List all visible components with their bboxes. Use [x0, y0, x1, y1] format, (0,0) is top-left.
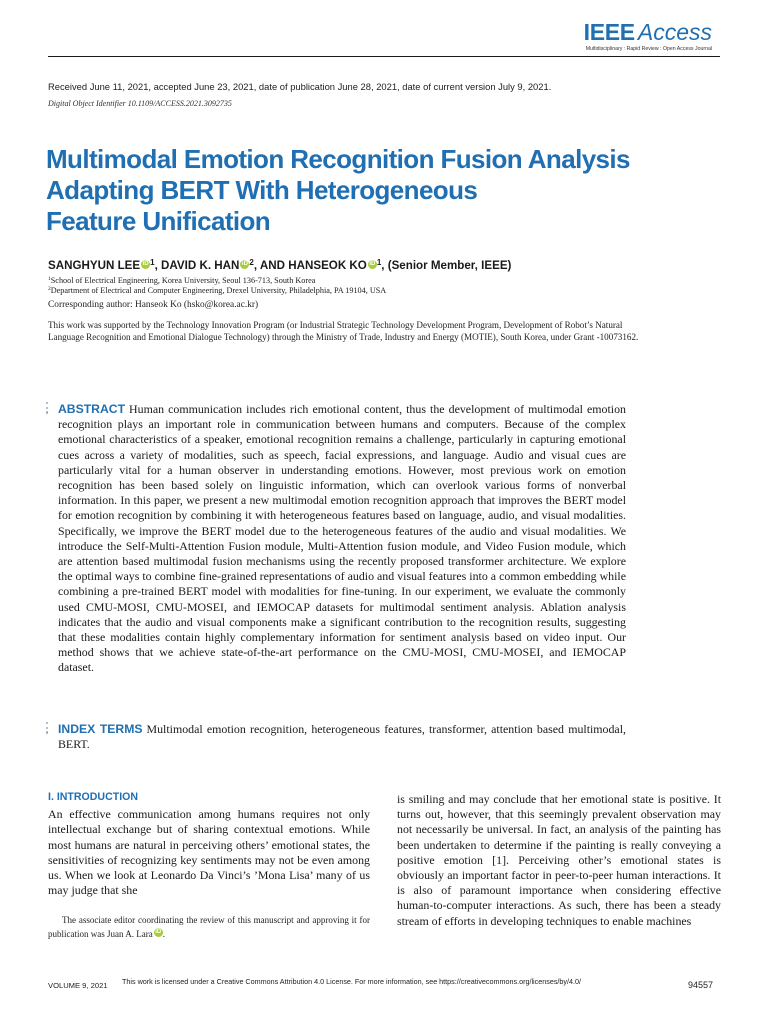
index-terms — [58, 722, 626, 752]
title-line: Feature Unification — [46, 206, 271, 236]
orcid-icon[interactable]: iD — [369, 261, 376, 267]
section-marker-icon — [46, 722, 50, 736]
page-number: 94557 — [687, 980, 713, 990]
intro-paragraph: An effective communication among humans requires not only intellectual exchange but of sharing contextual emotions. While most humans are natural in perceiving others’ emotional states, the sensitivities of recognizing key sentiments may not be even among us. When we look at Leonardo Da Vinci’s ’Mona Lisa’ many of us may judge that she — [48, 807, 370, 898]
orcid-icon[interactable]: iD — [155, 928, 162, 935]
received-dates: Received June 11, 2021, accepted June 23, 2021, date of publication June 28, 2021, date of current version July 9, 2021. — [48, 81, 552, 92]
editor-footnote — [48, 914, 370, 941]
abstract — [58, 402, 626, 676]
funding-statement: This work was supported by the Technology Innovation Program (or Industrial Strategic Technology Development Program, Development of Robot’s Natural Language Recognition and Emotional Dialogue Technology) through the Ministry of Trade, Industry and Energy (MOTIE), South Korea, under Grant -10073162. — [48, 320, 639, 343]
author-name: SANGHYUN LEE — [48, 259, 141, 272]
affiliation-marker: 1 — [150, 258, 155, 267]
affiliation-marker: 2 — [249, 258, 254, 267]
logo-ieee-text: IEEE — [583, 19, 635, 45]
affiliation-text: School of Electrical Engineering, Korea University, Seoul 136-713, South Korea — [50, 276, 316, 285]
abstract-text: Human communication includes rich emotional content, thus the development of multimodal emotion recognition plays an important role in communication between humans and computers. Because of the complex emotional characteristics of a speaker, emotional recognition remains a challenge, particularly in capturing emotional cues across a variety of modalities, such as speech, facial expressions, and language. Audio and visual cues are particularly vital for a human observer in understanding emotions. However, most previous work on emotion recognition has been based solely on linguistic information, which can overlook various forms of nonverbal information. In this paper, we present a new multimodal emotion recognition approach that improves the BERT model for emotion recognition by combining it with heterogeneous features based on language, audio, and visual modalities. Specifically, we improve the BERT model due to the heterogeneous features of the audio and visual modalities. We introduce the Self-Multi-Attention Fusion module, Multi-Attention fusion module, and Video Fusion module, which are attention based multimodal fusion mechanisms using the recently proposed transformer architecture. We explore the optimal ways to combine fine-grained representations of audio and visual features into a common embedding while combining a pre-trained BERT model with modalities for fine-tuning. In our experiment, we evaluate the commonly used CMU-MOSI, CMU-MOSEI, and IEMOCAP datasets for multimodal sentiment analysis. Ablation analysis indicates that the audio and visual components make a significant contribution to the recognition results, suggesting that these modalities contain highly complementary information for sentiment analysis based on video input. Our method shows that we achieve state-of-the-art performance on the CMU-MOSI, CMU-MOSEI, and IEMOCAP dataset. — [58, 402, 626, 675]
editor-footnote-text: The associate editor coordinating the review of this manuscript and approving it for publication was Juan A. Lara — [48, 915, 370, 939]
paper-title — [46, 144, 666, 237]
section-heading: I. INTRODUCTION — [48, 791, 139, 803]
author-name: DAVID K. HAN — [161, 259, 240, 272]
logo-tagline: Multidisciplinary : Rapid Review : Open Access Journal — [585, 46, 712, 52]
logo-access-text: Access — [637, 19, 712, 45]
affiliation-marker: 1 — [376, 258, 382, 267]
section-marker-icon — [46, 402, 50, 416]
corresponding-author: Corresponding author: Hanseok Ko (hsko@korea.ac.kr) — [48, 300, 259, 310]
editor-footnote-end: . — [162, 928, 165, 939]
header-divider — [48, 56, 720, 57]
affiliation-1 — [48, 276, 315, 285]
index-terms-label: INDEX TERMS — [58, 722, 143, 736]
author-list: SANGHYUN LEE iD $^1$, DAVID K. HAN iD $^2$, AND HANSEOK KO iD $^1$, (Senior Member, IEEE) — [48, 258, 512, 272]
title-line: Adapting BERT With Heterogeneous — [46, 175, 478, 205]
affiliation-number: 2 — [48, 286, 51, 292]
doi-line[interactable]: Digital Object Identifier 10.1109/ACCESS.2021.3092735 — [48, 99, 232, 108]
index-terms-text: Multimodal emotion recognition, heterogeneous features, transformer, attention based multimodal, BERT. — [58, 722, 626, 752]
affiliation-number: 1 — [48, 276, 51, 282]
orcid-icon[interactable]: iD — [241, 261, 248, 267]
left-column — [48, 790, 370, 898]
footer-license[interactable]: This work is licensed under a Creative Commons Attribution 4.0 License. For more information, see https://creativecommons.org/licenses/by/4.0/ — [122, 977, 582, 986]
author-name: AND HANSEOK KO — [259, 259, 367, 272]
abstract-label: ABSTRACT — [58, 402, 126, 416]
footer-volume: VOLUME 9, 2021 — [48, 981, 108, 990]
right-column — [397, 792, 721, 929]
affiliation-text: Department of Electrical and Computer Engineering, Drexel University, Philadelphia, PA 19104, USA — [50, 286, 387, 295]
affiliation-2 — [48, 286, 386, 295]
title-line: Multimodal Emotion Recognition Fusion Analysis — [46, 144, 630, 174]
author-membership: , (Senior Member, IEEE) — [381, 259, 512, 272]
intro-paragraph-continued: is smiling and may conclude that her emotional state is positive. It turns out, however, that this seemingly prevalent observation may not necessarily be universal. In fact, an analysis of the painting has been undertaken to determine if the painting is really conveying a positive emotion [1]. Perceiving other’s emotional states is obviously an important factor in peer-to-peer human interactions. It is also of paramount importance when considering effective human-to-computer interactions. As such, there has been a steady stream of efforts in developing techniques to enable machines — [397, 792, 721, 928]
journal-logo — [584, 20, 712, 52]
orcid-icon[interactable]: iD — [142, 261, 149, 267]
